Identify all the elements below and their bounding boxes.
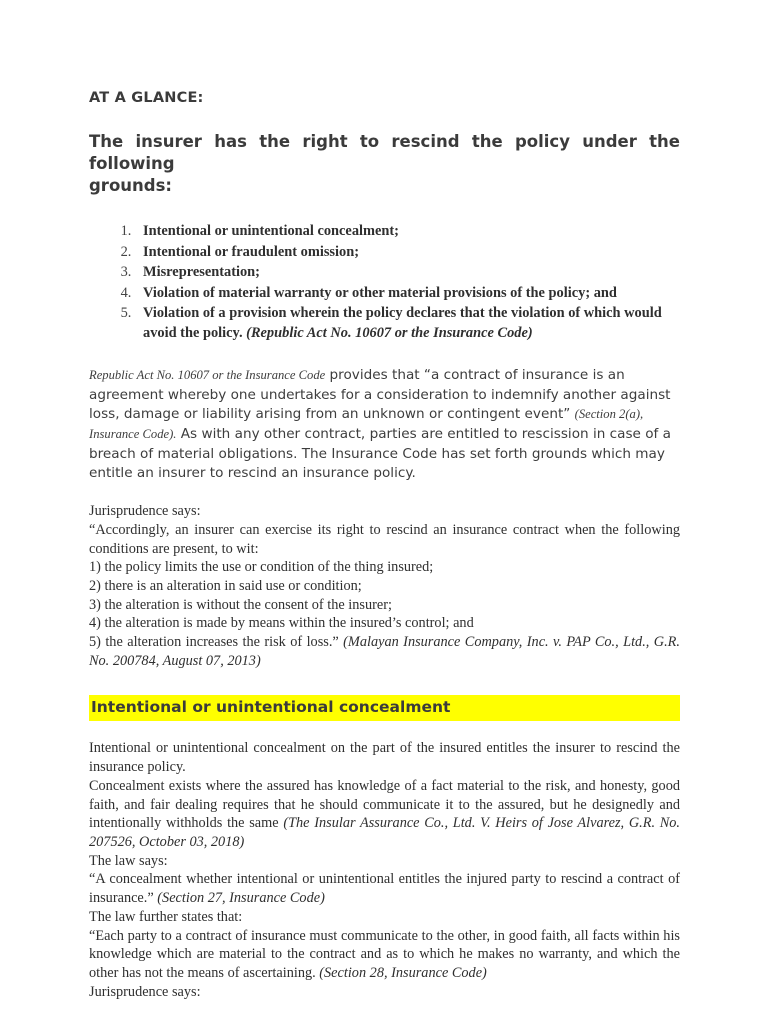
- at-a-glance-heading: AT A GLANCE:: [89, 90, 204, 106]
- list-item: [135, 262, 680, 282]
- ground-text: Misrepresentation;: [143, 264, 260, 281]
- concealment-paragraph-1: Intentional or unintentional concealment on the part of the insured entitles the insurer to rescind the insurance policy.: [89, 740, 680, 776]
- jurisprudence-lead: Jurisprudence says:: [89, 503, 201, 520]
- condition-item: 1) the policy limits the use or condition of the thing insured;: [89, 559, 434, 576]
- intro-citation-mid: (Section 2(a), Insurance Code).: [89, 407, 644, 442]
- law-quote-citation: (Section 27, Insurance Code): [157, 890, 325, 907]
- law-says-lead: The law says:: [89, 852, 168, 869]
- jurisprudence-lead-2: Jurisprudence says:: [89, 983, 201, 1000]
- concealment-paragraph-2: [89, 777, 680, 852]
- main-heading: [89, 107, 680, 197]
- ground-text: Intentional or unintentional concealment;: [143, 223, 399, 240]
- law-further-quote: [89, 927, 680, 983]
- intro-body-1: provides that “a contract of insurance is an agreement whereby one undertakes for a consideration to indemnify another against loss, damage or liability arising from an unknown or contingent event”: [89, 366, 671, 423]
- condition-item: 4) the alteration is made by means within the insured’s control; and: [89, 615, 474, 632]
- concealment-body: Concealment exists where the assured has knowledge of a fact material to the risk, and honesty, good faith, and fair dealing requires that he should communicate it to the assured, but he designedly and intentionally withholds the same: [89, 777, 680, 832]
- law-says-quote: [89, 870, 680, 907]
- document-page: [89, 0, 680, 1001]
- condition-item: 3) the alteration is without the consent of the insurer;: [89, 596, 392, 613]
- condition-item-final: [89, 633, 680, 670]
- list-item: [135, 221, 680, 241]
- list-item: [135, 283, 680, 303]
- main-heading-line1: The insurer has the right to rescind the policy under the following: [89, 132, 680, 174]
- intro-citation-lead: Republic Act No. 10607 or the Insurance Code: [89, 367, 326, 382]
- ground-citation: (Republic Act No. 10607 or the Insurance Code): [246, 325, 533, 342]
- grounds-list: [89, 197, 680, 344]
- law-quote-text: “A concealment whether intentional or unintentional entitles the injured party to rescind a contract of insurance.”: [89, 871, 680, 907]
- ground-text: Intentional or fraudulent omission;: [143, 243, 360, 260]
- condition-text: 5) the alteration increases the risk of loss.”: [89, 634, 344, 651]
- main-heading-line2: grounds:: [89, 176, 173, 196]
- section-heading-concealment: Intentional or unintentional concealment: [89, 695, 680, 722]
- intro-paragraph: [89, 344, 680, 484]
- condition-item: 2) there is an alteration in said use or condition;: [89, 578, 362, 595]
- jurisprudence-quote: “Accordingly, an insurer can exercise its right to rescind an insurance contract when the following conditions are present, to wit:: [89, 521, 680, 557]
- jurisprudence-citation: (Malayan Insurance Company, Inc. v. PAP Co., Ltd., G.R. No. 200784, August 07, 2013): [89, 634, 680, 669]
- list-item: [135, 242, 680, 262]
- ground-text: Violation of material warranty or other material provisions of the policy; and: [143, 284, 617, 301]
- intro-body-2: As with any other contract, parties are entitled to rescission in case of a breach of material obligations. The Insurance Code has set forth grounds which may entitle an insurer to rescind an insurance policy.: [89, 426, 671, 482]
- law-further-lead: The law further states that:: [89, 908, 243, 925]
- concealment-citation: (The Insular Assurance Co., Ltd. V. Heirs of Jose Alvarez, G.R. No. 207526, October 03, 2018): [89, 815, 680, 851]
- section-heading-container: [89, 671, 680, 722]
- list-item: [135, 303, 680, 344]
- ground-text: Violation of a provision wherein the policy declares that the violation of which would avoid the policy.: [143, 305, 662, 342]
- law-further-text: “Each party to a contract of insurance must communicate to the other, in good faith, all facts within his knowledge which are material to the contract and as to which he makes no warranty, and which the other has not the means of ascertaining.: [89, 927, 680, 982]
- law-further-citation: (Section 28, Insurance Code): [319, 965, 487, 982]
